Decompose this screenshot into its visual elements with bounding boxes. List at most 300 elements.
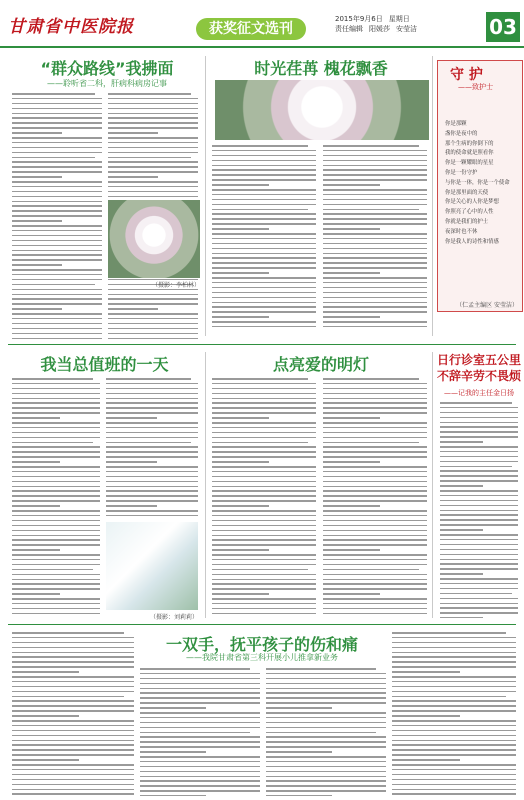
text-line: [12, 598, 100, 600]
text-line: [392, 784, 516, 786]
text-line: [440, 470, 518, 472]
text-line: [392, 666, 516, 668]
text-line: [108, 186, 198, 188]
text-line: [212, 515, 316, 517]
text-line: [140, 766, 260, 768]
text-line: [12, 388, 100, 390]
text-line: [106, 412, 198, 414]
article-3-body-col-2: [106, 378, 198, 518]
text-line: [392, 661, 516, 663]
text-line: [323, 412, 427, 414]
text-line: [266, 692, 386, 694]
text-line: [12, 784, 134, 786]
text-line: [323, 238, 427, 240]
text-line: [440, 529, 483, 531]
text-line: [108, 157, 191, 159]
issue-weekday: 星期日: [388, 15, 410, 23]
text-line: [108, 308, 158, 310]
text-line: [392, 686, 516, 688]
poem-line: 你是我人的诗性和情感: [445, 238, 499, 245]
article-6-body-col-4: [392, 632, 516, 796]
text-line: [212, 297, 316, 299]
text-line: [212, 466, 316, 468]
text-line: [108, 103, 198, 105]
text-line: [440, 495, 518, 497]
text-line: [323, 257, 427, 259]
text-line: [12, 652, 134, 654]
text-line: [12, 442, 93, 444]
text-line: [323, 145, 419, 147]
text-line: [12, 196, 102, 198]
poem-line: 盏你是夜中的: [445, 130, 478, 137]
article-6-title: 一双手，抚平孩子的伤和痛: [165, 635, 358, 654]
text-line: [323, 262, 427, 264]
text-line: [212, 486, 316, 488]
issue-date: 2015年9月6日: [335, 15, 383, 23]
text-line: [323, 500, 427, 502]
text-line: [440, 524, 518, 526]
text-line: [440, 417, 518, 419]
text-line: [323, 297, 427, 299]
text-line: [12, 269, 102, 271]
text-line: [440, 456, 518, 458]
text-line: [12, 471, 100, 473]
text-line: [440, 539, 518, 541]
text-line: [106, 388, 198, 390]
text-line: [212, 292, 316, 294]
text-line: [12, 446, 100, 448]
text-line: [392, 754, 516, 756]
text-line: [12, 298, 102, 300]
text-line: [212, 500, 316, 502]
article-6-body-col-2: [140, 668, 260, 796]
text-line: [323, 564, 427, 566]
text-line: [323, 544, 427, 546]
text-line: [323, 189, 427, 191]
text-line: [266, 771, 386, 773]
text-line: [440, 436, 518, 438]
text-line: [440, 461, 518, 463]
poem-line: 你是那里面的天使: [445, 189, 489, 196]
text-line: [12, 647, 134, 649]
text-line: [266, 780, 386, 782]
text-line: [12, 603, 100, 605]
text-line: [323, 378, 419, 380]
text-line: [106, 456, 198, 458]
text-line: [108, 323, 198, 325]
poem-line: 你就是我们的护士: [445, 218, 489, 225]
text-line: [140, 722, 260, 724]
text-line: [440, 480, 518, 482]
text-line: [440, 559, 518, 561]
text-line: [392, 759, 460, 761]
issue-meta: [335, 14, 475, 34]
text-line: [12, 613, 100, 615]
text-line: [12, 554, 100, 556]
text-line: [108, 338, 198, 340]
text-line: [323, 456, 427, 458]
text-line: [12, 481, 100, 483]
text-line: [108, 171, 198, 173]
text-line: [106, 476, 198, 478]
text-line: [440, 549, 518, 551]
text-line: [12, 93, 95, 95]
text-line: [140, 732, 250, 734]
text-line: [12, 500, 100, 502]
text-line: [323, 539, 427, 541]
text-line: [323, 398, 427, 400]
poem-line: 你是一份守护: [445, 169, 478, 176]
text-line: [266, 766, 386, 768]
text-line: [12, 661, 134, 663]
text-line: [323, 525, 427, 527]
text-line: [392, 725, 516, 727]
text-line: [323, 608, 427, 610]
text-line: [323, 228, 380, 230]
text-line: [12, 378, 93, 380]
text-line: [212, 432, 316, 434]
text-line: [266, 717, 386, 719]
text-line: [440, 593, 512, 595]
editor-label: 责任编辑: [335, 25, 363, 33]
text-line: [12, 113, 102, 115]
text-line: [323, 272, 380, 274]
article-3-body-col-1: [12, 378, 100, 618]
text-line: [12, 166, 102, 168]
text-line: [392, 700, 516, 702]
text-line: [392, 749, 516, 751]
article-2-body-col-2: [323, 145, 427, 330]
text-line: [12, 730, 134, 732]
text-line: [12, 520, 100, 522]
poem-title: 守 护: [450, 67, 483, 83]
text-line: [440, 583, 518, 585]
text-line: [323, 243, 427, 245]
text-line: [106, 422, 198, 424]
text-line: [12, 686, 134, 688]
text-line: [323, 495, 427, 497]
text-line: [12, 744, 134, 746]
text-line: [440, 578, 518, 580]
text-line: [392, 764, 516, 766]
text-line: [12, 422, 100, 424]
text-line: [212, 316, 269, 318]
text-line: [12, 313, 102, 315]
text-line: [212, 218, 316, 220]
text-line: [212, 569, 308, 571]
text-line: [12, 525, 100, 527]
text-line: [12, 412, 100, 414]
article-3-photo-lily: [106, 522, 198, 610]
text-line: [212, 194, 316, 196]
text-line: [440, 412, 518, 414]
text-line: [212, 189, 316, 191]
text-line: [323, 277, 427, 279]
article-3-photo-caption: （摄影：刘莉莉）: [149, 614, 198, 621]
text-line: [392, 774, 516, 776]
text-line: [108, 127, 198, 129]
article-5-title: 日行诊室五公里 不辞辛劳不畏烦: [437, 353, 522, 383]
text-line: [392, 671, 460, 673]
text-line: [108, 328, 198, 330]
text-line: [212, 287, 316, 289]
text-line: [440, 490, 518, 492]
text-line: [106, 442, 191, 444]
text-line: [108, 117, 198, 119]
text-line: [323, 461, 380, 463]
text-line: [212, 422, 316, 424]
text-line: [140, 692, 260, 694]
text-line: [212, 544, 316, 546]
text-line: [323, 287, 427, 289]
text-line: [12, 215, 102, 217]
text-line: [323, 223, 427, 225]
text-line: [12, 323, 102, 325]
text-line: [12, 539, 100, 541]
text-line: [106, 495, 198, 497]
text-line: [440, 607, 518, 609]
text-line: [323, 321, 427, 323]
text-line: [12, 759, 79, 761]
text-line: [12, 220, 62, 222]
text-line: [106, 417, 157, 419]
text-line: [266, 668, 376, 670]
text-line: [323, 165, 427, 167]
poem-lines: [445, 120, 517, 247]
text-line: [212, 402, 316, 404]
text-line: [12, 201, 102, 203]
text-line: [12, 259, 102, 261]
text-line: [212, 311, 316, 313]
text-line: [12, 515, 100, 517]
text-line: [323, 253, 427, 255]
text-line: [323, 530, 427, 532]
text-line: [12, 544, 100, 546]
text-line: [12, 735, 134, 737]
text-line: [212, 608, 316, 610]
poem-subtitle: ——致护士: [458, 83, 493, 91]
article-6-body-col-3: [266, 668, 386, 796]
text-line: [323, 204, 427, 206]
text-line: [440, 475, 518, 477]
text-line: [323, 160, 427, 162]
text-line: [12, 308, 62, 310]
text-line: [212, 257, 316, 259]
text-line: [12, 700, 134, 702]
text-line: [212, 603, 316, 605]
text-line: [12, 137, 102, 139]
text-line: [108, 333, 198, 335]
text-line: [323, 554, 427, 556]
text-line: [323, 383, 427, 385]
text-line: [12, 328, 102, 330]
text-line: [12, 186, 102, 188]
text-line: [12, 103, 102, 105]
text-line: [323, 535, 427, 537]
text-line: [323, 505, 380, 507]
text-line: [266, 746, 386, 748]
text-line: [12, 225, 102, 227]
text-line: [212, 174, 316, 176]
text-line: [12, 588, 100, 590]
text-line: [106, 466, 198, 468]
page-number: 03: [486, 12, 520, 42]
text-line: [323, 520, 427, 522]
text-line: [392, 652, 516, 654]
text-line: [12, 466, 100, 468]
text-line: [106, 393, 198, 395]
text-line: [12, 696, 124, 698]
text-line: [12, 142, 102, 144]
text-line: [12, 264, 62, 266]
text-line: [392, 710, 516, 712]
text-line: [108, 313, 198, 315]
text-line: [212, 145, 308, 147]
text-line: [12, 393, 100, 395]
text-line: [12, 205, 102, 207]
text-line: [212, 184, 269, 186]
text-line: [323, 179, 427, 181]
text-line: [323, 150, 427, 152]
text-line: [212, 209, 308, 211]
text-line: [212, 160, 316, 162]
text-line: [323, 407, 427, 409]
text-line: [140, 790, 260, 792]
text-line: [212, 393, 316, 395]
text-line: [323, 583, 427, 585]
text-line: [323, 574, 427, 576]
text-line: [212, 169, 316, 171]
text-line: [12, 559, 100, 561]
text-line: [12, 789, 134, 791]
text-line: [212, 150, 316, 152]
text-line: [323, 451, 427, 453]
text-line: [12, 289, 102, 291]
text-line: [323, 446, 427, 448]
text-line: [392, 779, 516, 781]
text-line: [323, 417, 380, 419]
article-1-photo-flower: [108, 200, 200, 278]
text-line: [212, 243, 316, 245]
text-line: [12, 456, 100, 458]
text-line: [440, 505, 518, 507]
text-line: [212, 427, 316, 429]
poem-line: 你是一颗耀眼的星星: [445, 160, 494, 167]
column-divider: [432, 352, 433, 618]
text-line: [440, 426, 518, 428]
text-line: [12, 715, 79, 717]
text-line: [12, 176, 62, 178]
text-line: [212, 588, 316, 590]
text-line: [108, 318, 198, 320]
text-line: [323, 184, 380, 186]
section-divider: [8, 344, 516, 345]
text-line: [323, 476, 427, 478]
text-line: [12, 749, 134, 751]
text-line: [266, 683, 386, 685]
text-line: [440, 466, 512, 468]
text-line: [323, 174, 427, 176]
text-line: [212, 446, 316, 448]
text-line: [12, 152, 102, 154]
text-line: [106, 451, 198, 453]
text-line: [212, 398, 316, 400]
text-line: [140, 756, 260, 758]
text-line: [392, 691, 516, 693]
text-line: [212, 613, 316, 615]
text-line: [140, 688, 260, 690]
text-line: [108, 294, 198, 296]
text-line: [212, 306, 316, 308]
text-line: [212, 437, 316, 439]
text-line: [212, 155, 316, 157]
text-line: [12, 432, 100, 434]
text-line: [323, 490, 427, 492]
text-line: [140, 727, 260, 729]
text-line: [12, 720, 134, 722]
text-line: [392, 769, 516, 771]
text-line: [12, 793, 134, 795]
article-6-subtitle: ——我院甘肃省第三科开展小儿推拿新业务: [186, 653, 338, 662]
text-line: [323, 481, 427, 483]
text-line: [266, 688, 386, 690]
text-line: [266, 785, 386, 787]
text-line: [392, 715, 460, 717]
text-line: [12, 764, 134, 766]
text-line: [323, 559, 427, 561]
text-line: [212, 321, 316, 323]
text-line: [212, 583, 316, 585]
poem-byline: （仁孟主编区 安莹洁）: [456, 302, 518, 309]
text-line: [440, 554, 518, 556]
text-line: [323, 510, 427, 512]
text-line: [12, 740, 134, 742]
text-line: [440, 603, 518, 605]
text-line: [266, 707, 332, 709]
text-line: [392, 656, 516, 658]
article-2-title: 时光荏苒 槐花飘香: [254, 59, 388, 78]
text-line: [12, 254, 102, 256]
text-line: [266, 795, 332, 796]
text-line: [12, 294, 102, 296]
text-line: [108, 161, 198, 163]
text-line: [266, 761, 386, 763]
text-line: [392, 647, 516, 649]
text-line: [392, 676, 516, 678]
text-line: [140, 780, 260, 782]
text-line: [140, 751, 206, 753]
text-line: [12, 505, 60, 507]
text-line: [323, 282, 427, 284]
text-line: [12, 593, 60, 595]
text-line: [12, 490, 100, 492]
text-line: [108, 152, 198, 154]
text-line: [12, 769, 134, 771]
text-line: [266, 678, 386, 680]
text-line: [212, 505, 269, 507]
text-line: [212, 412, 316, 414]
text-line: [140, 746, 260, 748]
text-line: [212, 407, 316, 409]
text-line: [12, 666, 134, 668]
text-line: [108, 137, 198, 139]
poem-line: 我的使命就是照看你: [445, 150, 494, 157]
text-line: [12, 705, 134, 707]
newspaper-logo: 甘肃省中医院报: [8, 17, 134, 37]
text-line: [266, 712, 386, 714]
text-line: [106, 398, 198, 400]
text-line: [440, 612, 518, 614]
